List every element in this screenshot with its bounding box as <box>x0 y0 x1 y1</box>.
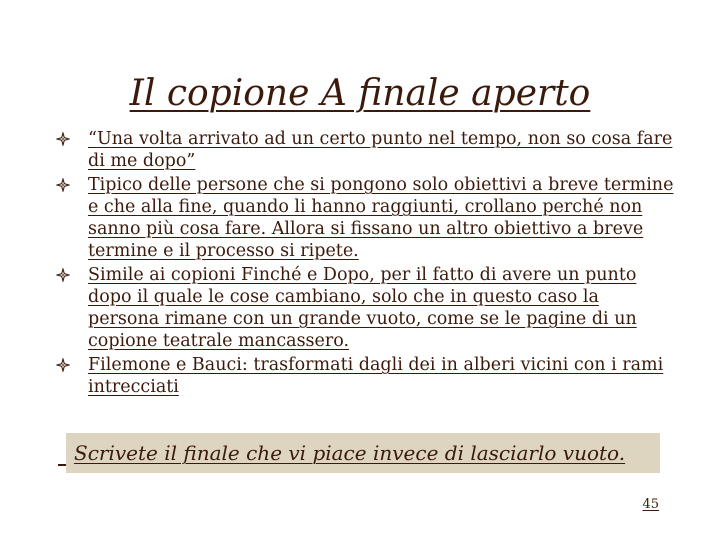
highlight-box <box>66 433 660 473</box>
bullet-text: Tipico delle persone che si pongono solo obiettivi a breve termine e che alla fine, quando li hanno raggiunti, crollano perché non sanno più cosa fare. Allora si fissano un altro obiettivo a breve termine e il processo si ripete. <box>88 175 674 261</box>
bullet-item <box>54 354 674 398</box>
highlight-text: Scrivete il finale che vi piace invece di lasciarlo vuoto. <box>74 441 626 465</box>
slide-title-text: Il copione A finale aperto <box>129 73 591 114</box>
bullet-text: Filemone e Bauci: trasformati dagli dei in alberi vicini con i rami intrecciati <box>88 355 664 397</box>
dash-marker <box>58 464 66 466</box>
page-number: 45 <box>642 497 659 512</box>
bullet-item <box>54 174 674 262</box>
diamond-four-star-icon <box>56 358 70 372</box>
bullet-text: “Una volta arrivato ad un certo punto nel tempo, non so cosa fare di me dopo” <box>88 129 673 171</box>
bullet-text: Simile ai copioni Finché e Dopo, per il fatto di avere un punto dopo il quale le cose cambiano, solo che in questo caso la persona rimane con un grande vuoto, come se le pagine di un copione teatrale mancassero. <box>88 265 637 351</box>
bullet-list <box>54 128 674 400</box>
bullet-item <box>54 128 674 172</box>
diamond-four-star-icon <box>56 132 70 146</box>
diamond-four-star-icon <box>56 178 70 192</box>
slide-title <box>0 72 720 116</box>
bullet-item <box>54 264 674 352</box>
diamond-four-star-icon <box>56 268 70 282</box>
